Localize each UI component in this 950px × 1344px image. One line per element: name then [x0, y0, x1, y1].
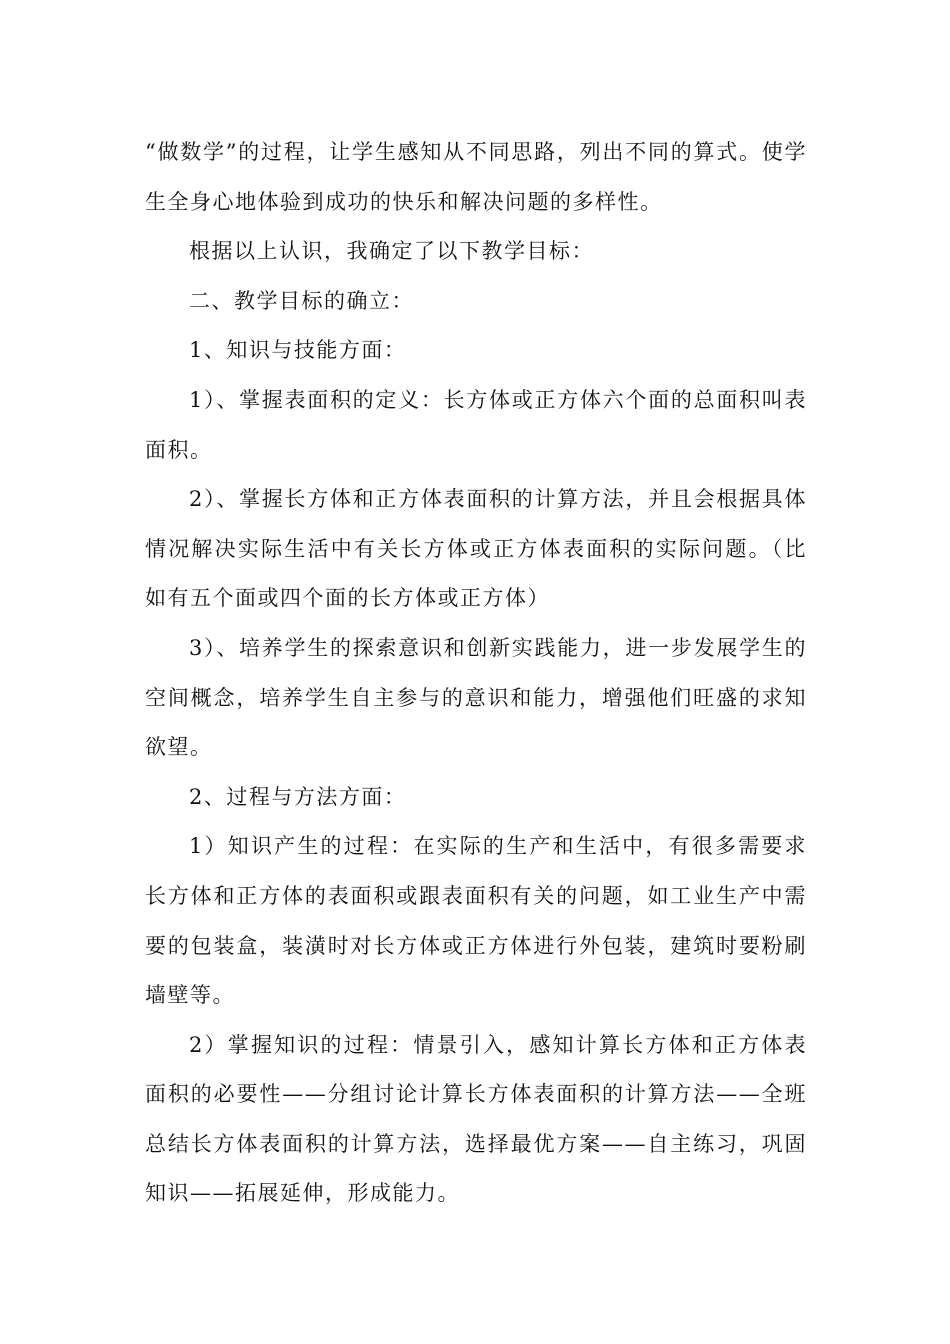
paragraph-continuation: “做数学”的过程，让学生感知从不同思路，列出不同的算式。使学生全身心地体验到成功的快乐和解决问题的多样性。: [145, 140, 807, 214]
subsection-heading-process: 2、过程与方法方面：: [189, 784, 407, 809]
list-item: 3）、培养学生的探索意识和创新实践能力，进一步发展学生的空间概念，培养学生自主参与的意识和能力，增强他们旺盛的求知欲望。: [145, 635, 807, 760]
list-item: 2）、掌握长方体和正方体表面积的计算方法，并且会根据具体情况解决实际生活中有关长方体或正方体表面积的实际问题。（比如有五个面或四个面的长方体或正方体）: [145, 487, 807, 611]
list-item: 2）掌握知识的过程：情景引入，感知计算长方体和正方体表面积的必要性——分组讨论计算长方体表面积的计算方法——全班总结长方体表面积的计算方法，选择最优方案——自主练习，巩固知识——拓展延伸，形成能力。: [145, 1032, 807, 1206]
list-item: 1）、掌握表面积的定义：长方体或正方体六个面的总面积叫表面积。: [145, 387, 807, 462]
section-heading: 二、教学目标的确立：: [189, 288, 414, 313]
paragraph-intro: 根据以上认识，我确定了以下教学目标：: [189, 239, 594, 264]
list-item: 1）知识产生的过程：在实际的生产和生活中，有很多需要求长方体和正方体的表面积或跟表面积有关的问题，如工业生产中需要的包装盒，装潢时对长方体或正方体进行外包装，建筑时要粉刷墙壁等。: [145, 834, 807, 1008]
document-body: [145, 128, 807, 1219]
subsection-heading-knowledge: 1、知识与技能方面：: [189, 338, 407, 363]
